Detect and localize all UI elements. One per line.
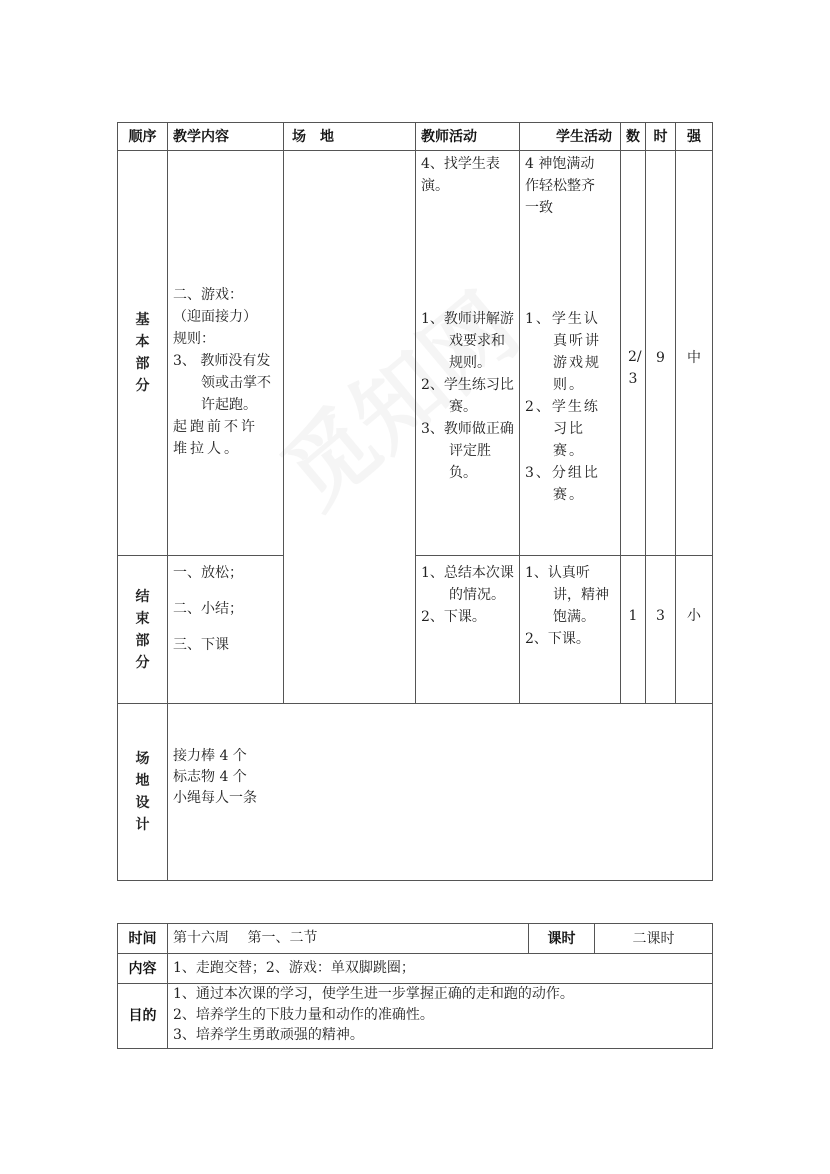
student-line: 2、下课。	[525, 631, 590, 647]
teacher-line: 3、教师做正确评定胜负。	[421, 421, 514, 481]
time-value: 第十六周 第一、二节	[167, 923, 529, 954]
end-teacher	[415, 555, 520, 704]
end-time: 3	[645, 555, 676, 704]
content-line: 一、放松；	[173, 565, 243, 581]
student-line: 1、学生认真听讲游戏规则。	[525, 311, 601, 393]
end-student	[519, 555, 621, 704]
equipment-line: 标志物 4 个	[173, 769, 247, 785]
basic-content	[167, 150, 284, 556]
header-order: 顺序	[117, 122, 168, 151]
section-basic: 基本部分	[117, 150, 168, 556]
site-design-content	[167, 703, 713, 881]
goal-line: 3、培养学生勇敢顽强的精神。	[173, 1027, 364, 1043]
teacher-line: 1、总结本次课的情况。	[421, 565, 514, 603]
student-line: 2、学生练习比赛。	[525, 399, 600, 459]
header-content: 教学内容	[167, 122, 284, 151]
end-content	[167, 555, 284, 704]
header-count: 数	[620, 122, 646, 151]
content-value: 1、走跑交替；2、游戏：单双脚跳圈；	[167, 953, 713, 984]
end-count: 1	[620, 555, 646, 704]
site-cell	[283, 150, 416, 704]
basic-teacher	[415, 150, 520, 556]
basic-student	[519, 150, 621, 556]
header-student: 学生活动	[519, 122, 621, 151]
student-line: 3、分组比赛。	[525, 465, 600, 503]
time-label: 时间	[117, 923, 168, 954]
goal-line: 1、通过本次课的学习，使学生进一步掌握正确的走和跑的动作。	[173, 986, 574, 1002]
goal-value	[167, 983, 713, 1049]
content-line: 起跑前不许堆拉人。	[173, 419, 258, 457]
teacher-line: 4、找学生表	[421, 156, 500, 172]
header-site: 场 地	[283, 122, 416, 151]
goal-line: 2、培养学生的下肢力量和动作的准确性。	[173, 1006, 434, 1023]
hours-value: 二课时	[594, 923, 713, 954]
student-line: 作轻松整齐	[525, 178, 595, 194]
content-line: 规则：	[173, 331, 215, 347]
teacher-line: 1、教师讲解游戏要求和规则。	[421, 311, 514, 371]
content-label: 内容	[117, 953, 168, 984]
header-time: 时	[645, 122, 676, 151]
end-intensity: 小	[675, 555, 713, 704]
content-line: 三、下课	[173, 637, 229, 653]
header-teacher: 教师活动	[415, 122, 520, 151]
header-intensity: 强	[675, 122, 713, 151]
basic-time: 9	[645, 150, 676, 556]
content-line: 3、 教师没有发领或击掌不许起跑。	[173, 353, 271, 413]
section-end: 结束部分	[117, 555, 168, 704]
student-line: 4 神饱满动	[525, 156, 595, 172]
student-line: 一致	[525, 200, 553, 216]
equipment-line: 小绳每人一条	[173, 790, 257, 806]
basic-intensity: 中	[675, 150, 713, 556]
section-site-design: 场地设计	[117, 703, 168, 881]
hours-label: 课时	[528, 923, 595, 954]
teacher-line: 2、下课。	[421, 609, 486, 625]
teacher-line: 2、学生练习比赛。	[421, 377, 514, 415]
content-line: 二、小结；	[173, 601, 243, 617]
equipment-line: 接力棒 4 个	[173, 748, 247, 764]
goal-label: 目的	[117, 983, 168, 1049]
content-line: 二、游戏：	[173, 287, 243, 303]
teacher-line: 演。	[421, 178, 449, 194]
content-line: （迎面接力）	[173, 309, 257, 325]
basic-count: 2/3	[620, 150, 646, 556]
student-line: 1、认真听讲，精神饱满。	[525, 565, 609, 625]
